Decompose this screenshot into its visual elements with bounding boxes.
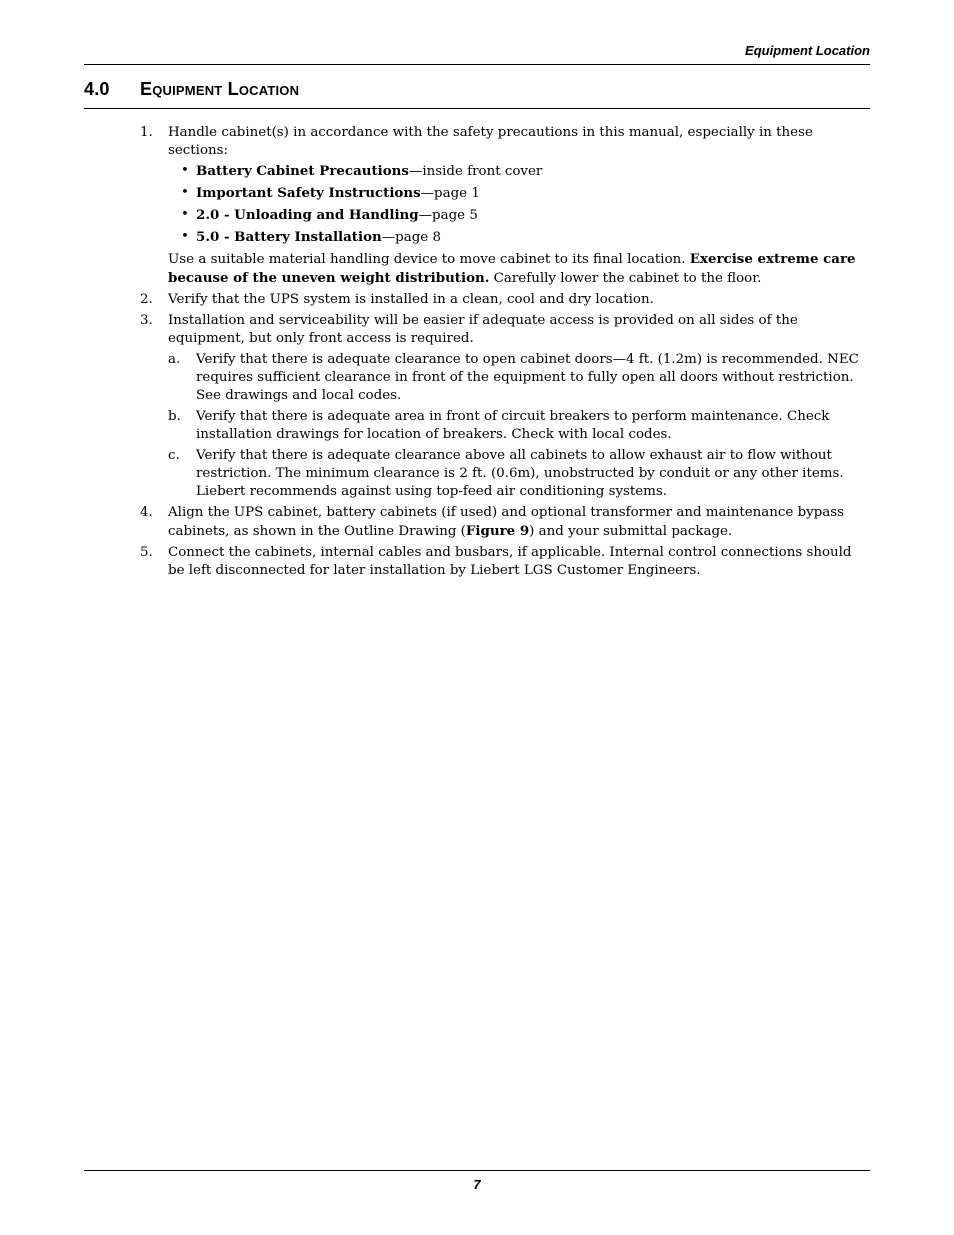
header-rule bbox=[84, 64, 870, 65]
list-marker: 3. bbox=[140, 313, 153, 328]
list-marker: 1. bbox=[140, 125, 153, 140]
list-item bbox=[140, 312, 870, 501]
reference-item bbox=[168, 206, 870, 225]
list-item bbox=[140, 544, 870, 580]
step-text-end: ) and your submittal package. bbox=[529, 524, 733, 539]
reference-list bbox=[168, 162, 870, 247]
handling-warning: Exercise extreme care because of the uneven weight distribution. bbox=[168, 251, 856, 286]
bullet-icon: • bbox=[181, 185, 189, 200]
step-text: Connect the cabinets, internal cables and busbars, if applicable. Internal control connections should be left disconnected for later installation by Liebert LGS Customer Engineers. bbox=[168, 545, 852, 578]
reference-title: Battery Cabinet Precautions bbox=[196, 163, 409, 179]
page-number: 7 bbox=[473, 1177, 481, 1192]
sub-marker: c. bbox=[168, 448, 180, 463]
sub-item bbox=[168, 408, 870, 444]
handling-note-text: Use a suitable material handling device to move cabinet to its final location. bbox=[168, 252, 690, 267]
reference-location: —page 5 bbox=[418, 208, 478, 223]
reference-title: Important Safety Instructions bbox=[196, 185, 421, 201]
handling-note bbox=[168, 250, 870, 288]
sub-marker: a. bbox=[168, 352, 181, 367]
section-rule bbox=[84, 108, 870, 109]
sub-marker: b. bbox=[168, 409, 181, 424]
sub-item bbox=[168, 447, 870, 501]
page-body bbox=[140, 124, 870, 583]
step-text: Handle cabinet(s) in accordance with the safety precautions in this manual, especially in these sections: bbox=[168, 125, 813, 158]
reference-item bbox=[168, 184, 870, 203]
running-header: Equipment Location bbox=[745, 43, 870, 58]
reference-location: —page 8 bbox=[381, 230, 441, 245]
list-marker: 5. bbox=[140, 545, 153, 560]
reference-item bbox=[168, 162, 870, 181]
bullet-icon: • bbox=[181, 207, 189, 222]
section-number: 4.0 bbox=[84, 79, 110, 99]
reference-title: 5.0 - Battery Installation bbox=[196, 229, 382, 245]
step-text: Verify that the UPS system is installed in a clean, cool and dry location. bbox=[168, 292, 654, 307]
list-item bbox=[140, 504, 870, 541]
list-marker: 2. bbox=[140, 292, 153, 307]
section-title-text: Equipment Location bbox=[140, 79, 300, 99]
list-item bbox=[140, 124, 870, 288]
step-text-start: Align the UPS cabinet, battery cabinets (if used) and optional transformer and maintenance bypass cabinets, as shown in the Outline Drawing ( bbox=[168, 505, 845, 539]
reference-title: 2.0 - Unloading and Handling bbox=[196, 207, 419, 223]
step-text bbox=[168, 504, 870, 541]
reference-location: —page 1 bbox=[420, 186, 480, 201]
list-marker: 4. bbox=[140, 505, 153, 520]
reference-item bbox=[168, 228, 870, 247]
figure-reference: Figure 9 bbox=[465, 523, 530, 539]
step-text: Installation and serviceability will be easier if adequate access is provided on all sides of the equipment, but only front access is required. bbox=[168, 313, 798, 346]
handling-note-end: Carefully lower the cabinet to the floor. bbox=[489, 271, 762, 286]
sub-text: Verify that there is adequate clearance to open cabinet doors—4 ft. (1.2m) is recommended. NEC requires sufficient clearance in front of the equipment to fully open all doors without restriction. See drawings and local codes. bbox=[196, 352, 859, 403]
section-heading bbox=[84, 79, 299, 100]
bullet-icon: • bbox=[181, 229, 189, 244]
sub-item bbox=[168, 351, 870, 405]
footer-rule bbox=[84, 1170, 870, 1171]
reference-location: —inside front cover bbox=[408, 164, 543, 179]
sub-text: Verify that there is adequate clearance above all cabinets to allow exhaust air to flow without restriction. The minimum clearance is 2 ft. (0.6m), unobstructed by conduit or any other items. Liebert recommends against using top-feed air conditioning systems. bbox=[196, 448, 844, 499]
bullet-icon: • bbox=[181, 163, 189, 178]
sub-text: Verify that there is adequate area in front of circuit breakers to perform maintenance. Check installation drawings for location of breakers. Check with local codes. bbox=[196, 409, 830, 442]
list-item bbox=[140, 291, 870, 309]
